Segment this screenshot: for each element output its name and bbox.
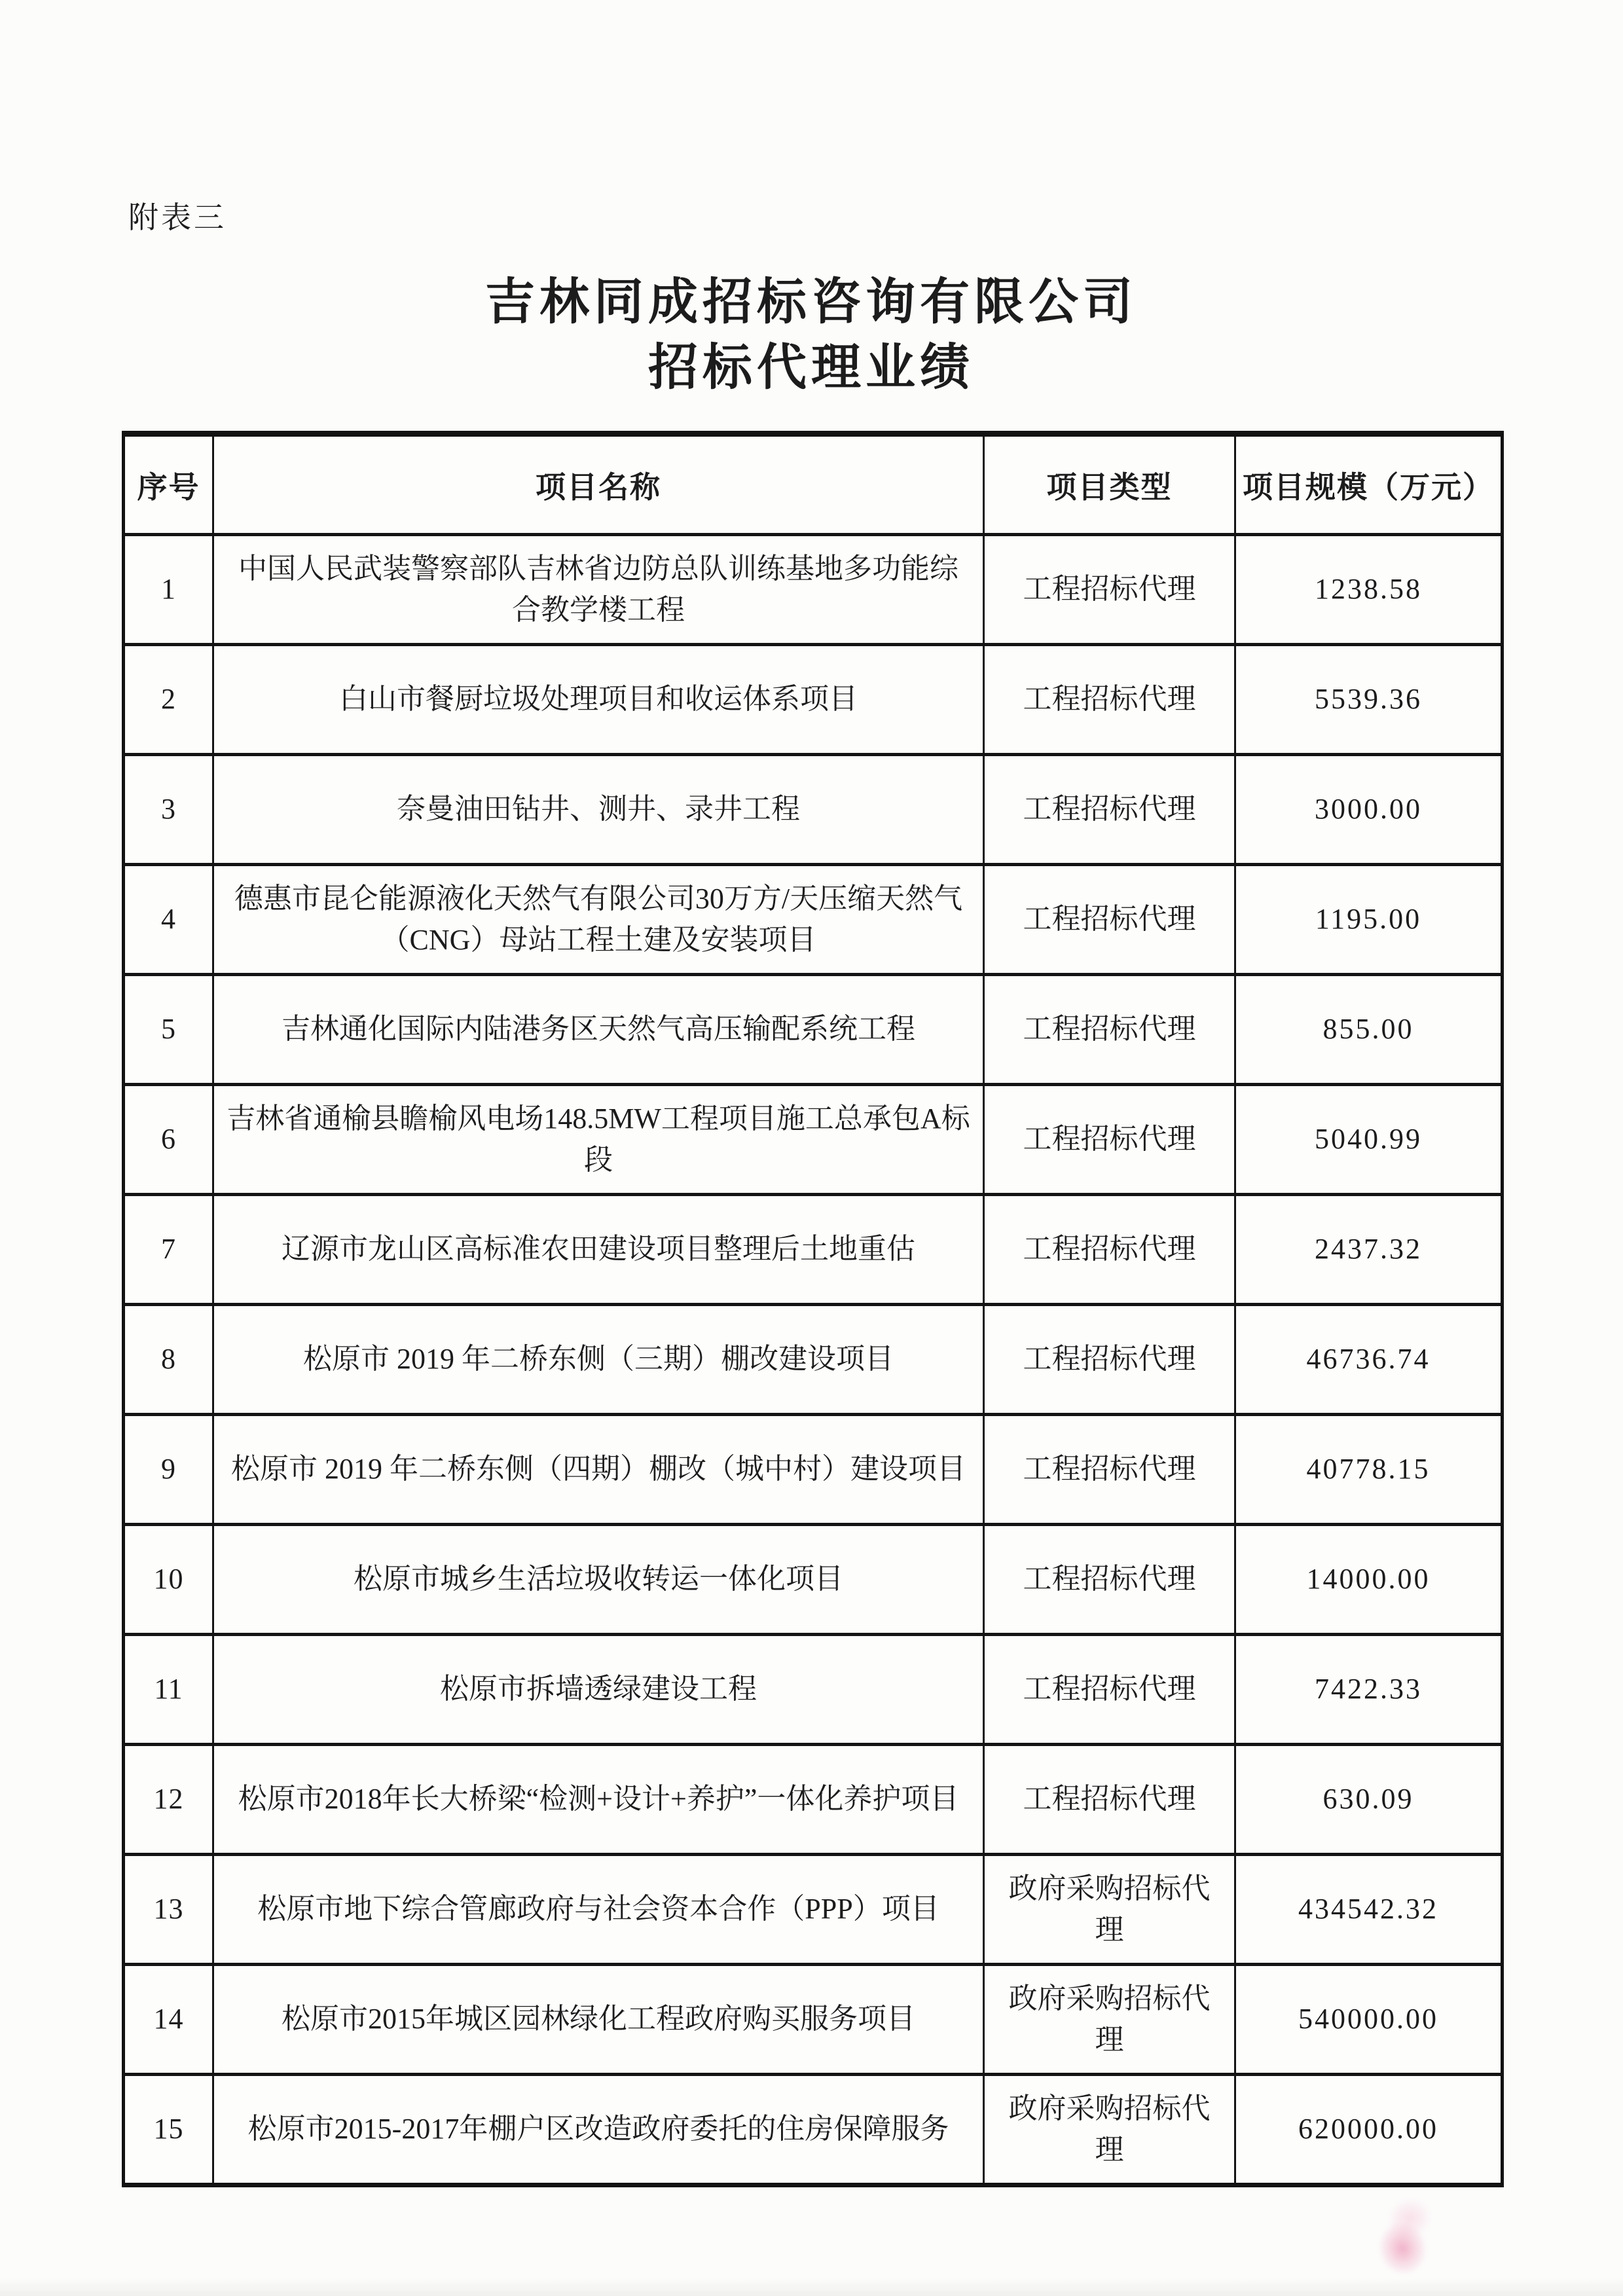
header-project-name: 项目名称 [213, 434, 984, 535]
table-body [124, 535, 1503, 2185]
project-type-cell: 工程招标代理 [984, 1195, 1235, 1305]
header-serial-number: 序号 [124, 434, 213, 535]
table-row [124, 1195, 1503, 1305]
row-number-cell: 5 [124, 975, 213, 1085]
project-name-cell: 松原市拆墙透绿建设工程 [213, 1635, 984, 1745]
table-row [124, 535, 1503, 645]
project-scale-cell: 46736.74 [1235, 1305, 1503, 1415]
performance-table [122, 431, 1504, 2187]
project-scale-cell: 3000.00 [1235, 755, 1503, 865]
table-row [124, 1635, 1503, 1745]
project-type-cell: 工程招标代理 [984, 865, 1235, 975]
project-scale-cell: 630.09 [1235, 1745, 1503, 1855]
project-scale-cell: 5040.99 [1235, 1085, 1503, 1195]
project-name-cell: 吉林通化国际内陆港务区天然气高压输配系统工程 [213, 975, 984, 1085]
row-number-cell: 2 [124, 645, 213, 755]
project-name-cell: 松原市2018年长大桥梁“检测+设计+养护”一体化养护项目 [213, 1745, 984, 1855]
project-type-cell: 工程招标代理 [984, 755, 1235, 865]
project-scale-cell: 620000.00 [1235, 2075, 1503, 2185]
attachment-label: 附表三 [128, 201, 227, 234]
project-type-cell: 政府采购招标代理 [984, 2075, 1235, 2185]
project-type-cell: 工程招标代理 [984, 1635, 1235, 1745]
document-title [122, 270, 1501, 401]
project-type-cell: 政府采购招标代理 [984, 1965, 1235, 2075]
project-type-cell: 工程招标代理 [984, 1745, 1235, 1855]
project-type-cell: 政府采购招标代理 [984, 1855, 1235, 1965]
row-number-cell: 14 [124, 1965, 213, 2075]
header-row [124, 434, 1503, 535]
table-row [124, 1855, 1503, 1965]
row-number-cell: 15 [124, 2075, 213, 2185]
project-scale-cell: 40778.15 [1235, 1415, 1503, 1525]
row-number-cell: 7 [124, 1195, 213, 1305]
table-row [124, 865, 1503, 975]
row-number-cell: 9 [124, 1415, 213, 1525]
project-scale-cell: 434542.32 [1235, 1855, 1503, 1965]
table-row [124, 1415, 1503, 1525]
project-scale-cell: 7422.33 [1235, 1635, 1503, 1745]
project-name-cell: 辽源市龙山区高标准农田建设项目整理后土地重估 [213, 1195, 984, 1305]
project-name-cell: 德惠市昆仑能源液化天然气有限公司30万方/天压缩天然气（CNG）母站工程土建及安装项目 [213, 865, 984, 975]
project-type-cell: 工程招标代理 [984, 975, 1235, 1085]
project-type-cell: 工程招标代理 [984, 1525, 1235, 1635]
project-name-cell: 松原市 2019 年二桥东侧（四期）棚改（城中村）建设项目 [213, 1415, 984, 1525]
row-number-cell: 12 [124, 1745, 213, 1855]
table-row [124, 1305, 1503, 1415]
row-number-cell: 4 [124, 865, 213, 975]
project-scale-cell: 540000.00 [1235, 1965, 1503, 2075]
project-scale-cell: 14000.00 [1235, 1525, 1503, 1635]
project-name-cell: 松原市 2019 年二桥东侧（三期）棚改建设项目 [213, 1305, 984, 1415]
project-scale-cell: 1195.00 [1235, 865, 1503, 975]
row-number-cell: 10 [124, 1525, 213, 1635]
project-type-cell: 工程招标代理 [984, 645, 1235, 755]
project-name-cell: 松原市2015-2017年棚户区改造政府委托的住房保障服务 [213, 2075, 984, 2185]
row-number-cell: 1 [124, 535, 213, 645]
project-name-cell: 松原市城乡生活垃圾收转运一体化项目 [213, 1525, 984, 1635]
project-name-cell: 中国人民武装警察部队吉林省边防总队训练基地多功能综合教学楼工程 [213, 535, 984, 645]
table-row [124, 645, 1503, 755]
row-number-cell: 3 [124, 755, 213, 865]
table-row [124, 1965, 1503, 2075]
project-name-cell: 奈曼油田钻井、测井、录井工程 [213, 755, 984, 865]
row-number-cell: 13 [124, 1855, 213, 1965]
row-number-cell: 8 [124, 1305, 213, 1415]
table-row [124, 2075, 1503, 2185]
table-row [124, 1525, 1503, 1635]
project-type-cell: 工程招标代理 [984, 1305, 1235, 1415]
project-type-cell: 工程招标代理 [984, 1415, 1235, 1525]
project-name-cell: 松原市地下综合管廊政府与社会资本合作（PPP）项目 [213, 1855, 984, 1965]
title-line-2: 招标代理业绩 [648, 340, 974, 396]
ink-smudge [1359, 2182, 1457, 2290]
header-project-type: 项目类型 [984, 434, 1235, 535]
project-name-cell: 白山市餐厨垃圾处理项目和收运体系项目 [213, 645, 984, 755]
project-name-cell: 吉林省通榆县瞻榆风电场148.5MW工程项目施工总承包A标段 [213, 1085, 984, 1195]
project-scale-cell: 5539.36 [1235, 645, 1503, 755]
project-scale-cell: 1238.58 [1235, 535, 1503, 645]
project-type-cell: 工程招标代理 [984, 1085, 1235, 1195]
project-scale-cell: 855.00 [1235, 975, 1503, 1085]
table-row [124, 975, 1503, 1085]
project-scale-cell: 2437.32 [1235, 1195, 1503, 1305]
scan-edge-shadow [0, 2278, 1623, 2296]
row-number-cell: 6 [124, 1085, 213, 1195]
header-project-scale: 项目规模（万元） [1235, 434, 1503, 535]
table-row [124, 755, 1503, 865]
project-name-cell: 松原市2015年城区园林绿化工程政府购买服务项目 [213, 1965, 984, 2075]
row-number-cell: 11 [124, 1635, 213, 1745]
title-line-1: 吉林同成招标咨询有限公司 [485, 275, 1137, 330]
project-type-cell: 工程招标代理 [984, 535, 1235, 645]
table-row [124, 1745, 1503, 1855]
table-row [124, 1085, 1503, 1195]
